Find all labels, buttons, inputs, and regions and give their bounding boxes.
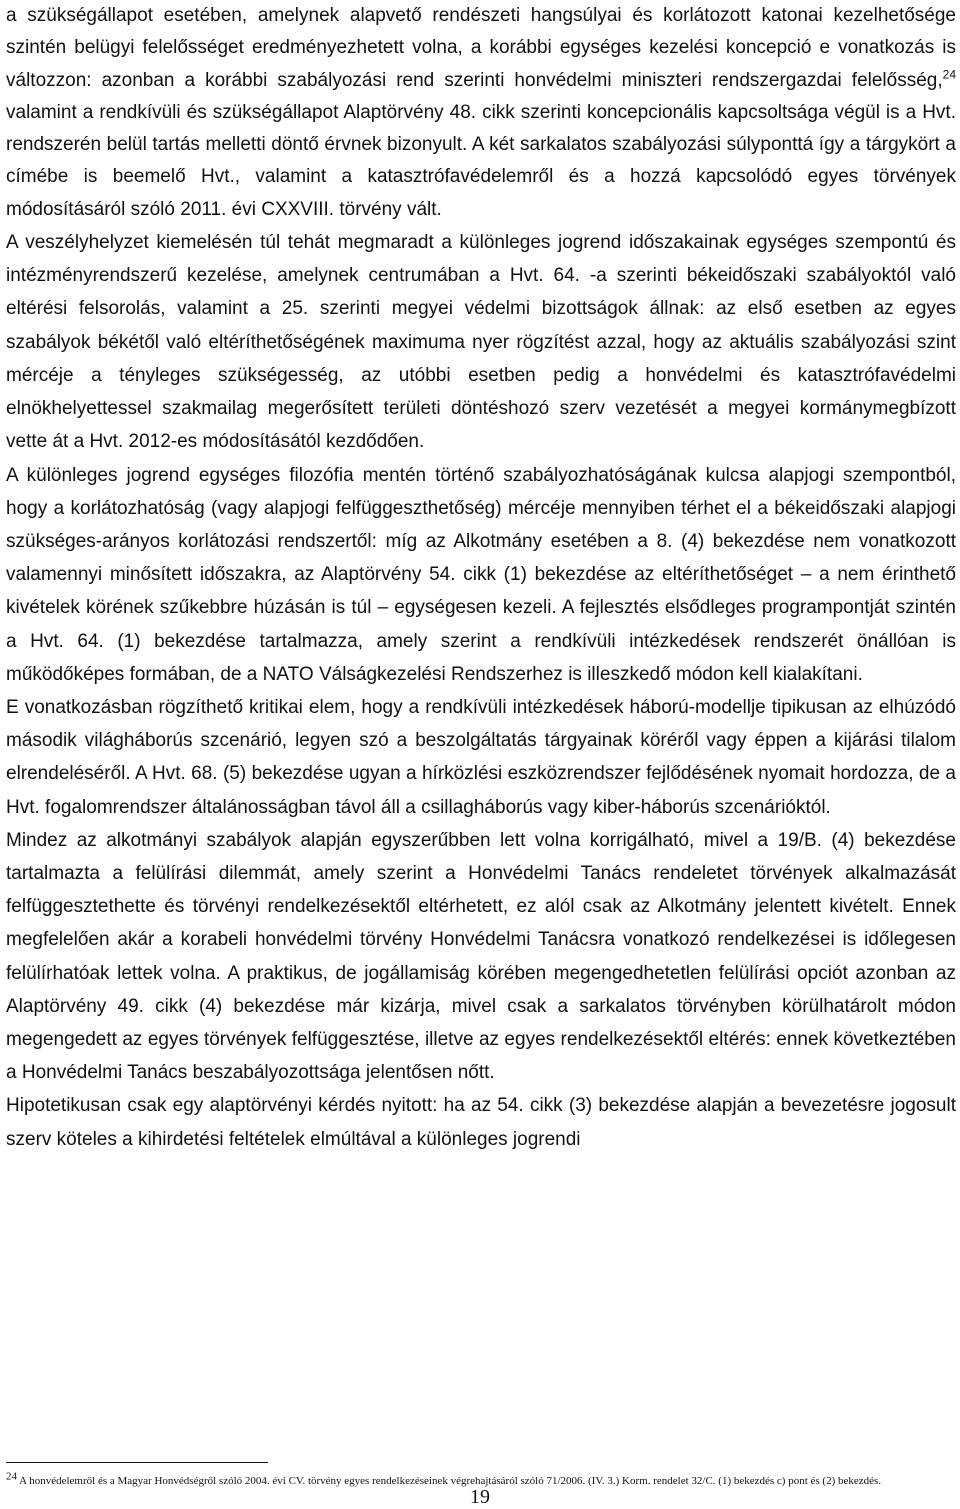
footnote-text: A honvédelemről és a Magyar Honvédségről szóló 2004. évi CV. törvény egyes rendelkezéseinek végrehajtásáról szóló 71/2006. (IV. 3.) Korm. rendelet 32/C. (1) bekezdés c) pont és (2) bekezdés. [17,1475,882,1487]
paragraph: Mindez az alkotmányi szabályok alapján egyszerűbben lett volna korrigálható, mivel a 19/B. (4) bekezdése tartalmazta a felülírási dilemmát, amely szerint a Honvédelmi Tanács rendeletet törvények alkalmazását felfüggesztethette és törvényi rendelkezésektől eltérhetett, ez alól csak az Alkotmány jelentett kivételt. Ennek megfelelően akár a korabeli honvédelmi törvény Honvédelmi Tanácsra vonatkozó rendelkezései is időlegesen felülírhatóak lettek volna. A praktikus, de jogállamiság körében megengedhetetlen felülírási opciót azonban az Alaptörvény 49. cikk (4) bekezdése már kizárja, mivel csak a sarkalatos törvényben körülhatárolt módon megengedett az egyes törvények felfüggesztése, illetve az egyes rendelkezésektől eltérés: ennek következtében a Honvédelmi Tanács beszabályozottsága jelentősen nőtt. [6,829,956,1084]
paragraph: A veszélyhelyzet kiemelésén túl tehát megmaradt a különleges jogrend időszakainak egységes szempontú és intézményrendszerű kezelése, amelynek centrumában a Hvt. 64. -a szerinti békeidőszaki szabályoktól való eltérési felsorolás, valamint a 25. szerinti megyei védelmi bizottságok állnak: az első esetben az egyes szabályok békétől való eltéríthetőségének maximuma nyer rögzítést azzal, hogy az aktuális szabályozási szint mércéje a tényleges szükségesség, az utóbbi esetben pedig a honvédelmi és katasztrófavédelmi elnökhelyettessel szakmailag megerősített területi döntéshozó szerv vezetését a megyei kormánymegbízott vette át a Hvt. 2012-es módosításától kezdődően. [6,232,956,453]
paragraph-text: a szükségállapot esetében, amelynek alapvető rendészeti hangsúlyai és korlátozott katonai kezelhetősége szintén belügyi felelősséget eredményezhetett volna, a korábbi egységes kezelési koncepció e vonatkozás is változzon: azonban a korábbi szabályozási rend szerinti honvédelmi miniszteri rendszergazdai felelősség, [6,5,956,91]
paragraph: A különleges jogrend egységes filozófia mentén történő szabályozhatóságának kulcsa alapjogi szempontból, hogy a korlátozhatóság (vagy alapjogi felfüggeszthetőség) mércéje mennyiben térhet el a békeidőszaki alapjogi szükséges-arányos korlátozási rendszertől: míg az Alkotmány esetében a 8. (4) bekezdése nem vonatkozott valamennyi minősített időszakra, az Alaptörvény 54. cikk (1) bekezdése az eltéríthetőséget – a nem érinthető kivételek körének szűkebbre húzásán is túl – egységesen kezeli. A fejlesztés elsődleges programpontját szintén a Hvt. 64. (1) bekezdése tartalmazza, amely szerint a rendkívüli intézkedések rendszerét önállóan is működőképes formában, de a NATO Válságkezelési Rendszerhez is illeszkedő módon kell kialakítani. [6,464,956,685]
page-number: 19 [470,1486,490,1508]
footnote-separator [6,1462,268,1463]
paragraph [6,0,956,226]
footnote-number: 24 [6,1470,17,1483]
footnote-reference[interactable]: 24 [942,67,956,82]
paragraph-text: valamint a rendkívüli és szükségállapot Alaptörvény 48. cikk szerinti koncepcionális kapcsoltsága végül is a Hvt. rendszerén belül tartás melletti döntő érvnek bizonyult. A két sarkalatos szabályozási súlyponttá így a tárgykört a címébe is beemelő Hvt., valamint a katasztrófavédelemről és a hozzá kapcsolódó egyes törvények módosításáról szóló 2011. évi CXXVIII. törvény vált. [6,101,956,220]
body-text [6,0,956,1156]
paragraph: E vonatkozásban rögzíthető kritikai elem, hogy a rendkívüli intézkedések háború-modellje tipikusan az elhúzódó második világháborús szcenárió, legyen szó a beszolgáltatás tárgyainak köréről vagy éppen a kijárási tilalom elrendeléséről. A Hvt. 68. (5) bekezdése ugyan a hírközlési eszközrendszer fejlődésének nyomait hordozza, de a Hvt. fogalomrendszer általánosságban távol áll a csillagháborús vagy kiber-háborús szcenárióktól. [6,696,956,818]
paragraph: Hipotetikusan csak egy alaptörvényi kérdés nyitott: ha az 54. cikk (3) bekezdése alapján a bevezetésre jogosult szerv köteles a kihirdetési feltételek elmúltával a különleges jogrendi [6,1095,956,1150]
